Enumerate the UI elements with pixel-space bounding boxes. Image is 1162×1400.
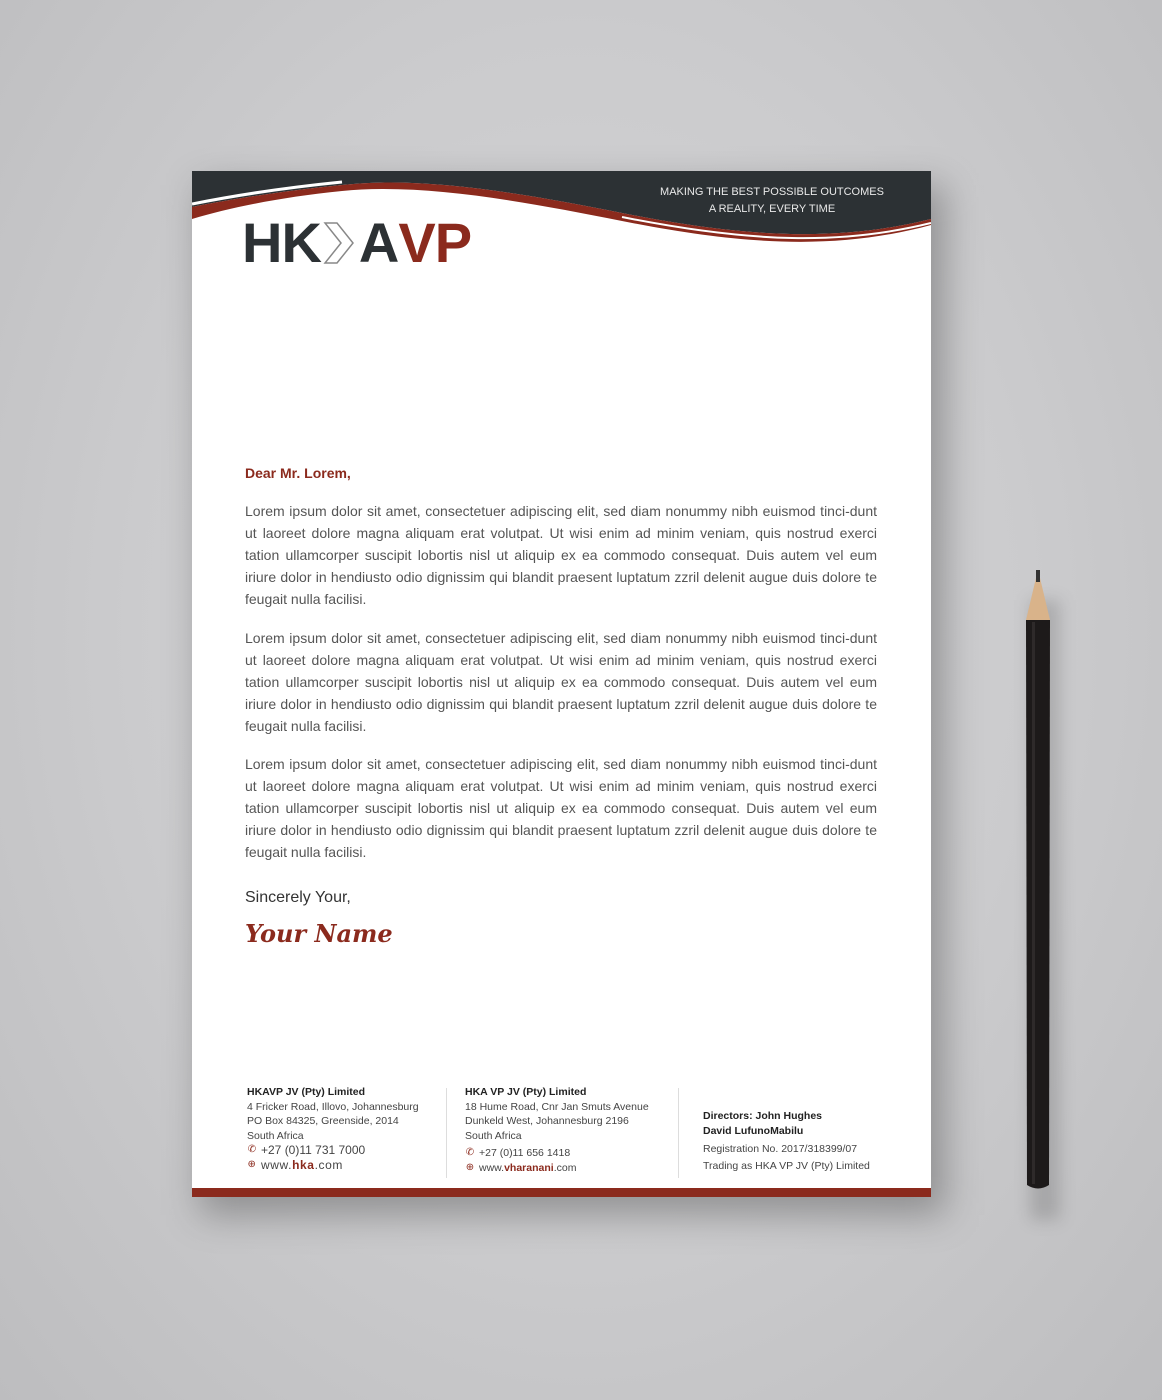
header-tagline	[622, 184, 922, 218]
trading-as: Trading as HKA VP JV (Pty) Limited	[703, 1160, 870, 1173]
company-name: HKA VP JV (Pty) Limited	[465, 1086, 587, 1098]
closing: Sincerely Your,	[245, 889, 351, 906]
body-paragraph-3: Lorem ipsum dolor sit amet, consectetuer adipiscing elit, sed diam nonummy nibh euismod tinci-dunt ut laoreet dolore magna aliquam erat volutpat. Ut wisi enim ad minim veniam, quis nostrud exerci tation ullamcorper suscipit lobortis nisl ut aliquip ex ea commodo consequat. Duis autem vel eum iriure dolor in hendiusto odio dignissim qui blandit praesent luptatum zzril delenit augue duis dolore te feugait nulla facilisi.	[245, 756, 877, 860]
signature: Your Name	[245, 919, 393, 948]
phone-row	[247, 1143, 419, 1158]
country: South Africa	[247, 1129, 304, 1142]
registration-number: Registration No. 2017/318399/07	[703, 1143, 858, 1156]
website-row[interactable]	[465, 1161, 649, 1176]
phone-number: +27 (0)11 731 7000	[261, 1143, 366, 1158]
phone-icon: ✆	[247, 1144, 257, 1156]
phone-number: +27 (0)11 656 1418	[479, 1147, 571, 1160]
web-prefix: www.	[261, 1157, 293, 1172]
country: South Africa	[465, 1129, 522, 1142]
address-line-2: PO Box 84325, Greenside, 2014	[247, 1115, 399, 1128]
logo-hk: HK	[242, 211, 321, 274]
phone-row	[465, 1146, 649, 1161]
pencil-icon	[1018, 570, 1058, 1195]
globe-icon: ⊕	[247, 1158, 257, 1170]
tagline-line-1: MAKING THE BEST POSSIBLE OUTCOMES	[660, 186, 884, 198]
globe-icon: ⊕	[465, 1161, 475, 1173]
web-domain: vharanani	[504, 1161, 554, 1174]
company-name: HKAVP JV (Pty) Limited	[247, 1086, 366, 1098]
footer-divider	[446, 1088, 447, 1178]
logo-a: A	[358, 211, 399, 274]
company-logo	[242, 211, 472, 274]
address-line-1: 4 Fricker Road, Illovo, Johannesburg	[247, 1100, 419, 1113]
directors-line-1: Directors: John Hughes	[703, 1110, 823, 1122]
footer-legal	[703, 1109, 870, 1175]
address-line-2: Dunkeld West, Johannesburg 2196	[465, 1115, 629, 1128]
logo-vp: VP	[398, 211, 472, 274]
footer-office-2	[465, 1085, 649, 1176]
web-prefix: www.	[479, 1161, 505, 1174]
phone-icon: ✆	[465, 1147, 475, 1159]
footer-accent-bar	[192, 1188, 931, 1197]
body-paragraph-1: Lorem ipsum dolor sit amet, consectetuer adipiscing elit, sed diam nonummy nibh euismod tinci-dunt ut laoreet dolore magna aliquam erat volutpat. Ut wisi enim ad minim veniam, quis nostrud exerci tation ullamcorper suscipit lobortis nisl ut aliquip ex ea commodo consequat. Duis autem vel eum iriure dolor in hendiusto odio dignissim qui blandit praesent luptatum zzril delenit augue duis dolore te feugait nulla facilisi.	[245, 503, 877, 607]
address-line-1: 18 Hume Road, Cnr Jan Smuts Avenue	[465, 1100, 649, 1113]
body-paragraph-2: Lorem ipsum dolor sit amet, consectetuer adipiscing elit, sed diam nonummy nibh euismod tinci-dunt ut laoreet dolore magna aliquam erat volutpat. Ut wisi enim ad minim veniam, quis nostrud exerci tation ullamcorper suscipit lobortis nisl ut aliquip ex ea commodo consequat. Duis autem vel eum iriure dolor in hendiusto odio dignissim qui blandit praesent luptatum zzril delenit augue duis dolore te feugait nulla facilisi.	[245, 630, 877, 734]
double-chevron-right-icon	[323, 219, 359, 267]
web-suffix: .com	[314, 1157, 343, 1172]
website-row[interactable]	[247, 1158, 419, 1173]
footer-divider	[678, 1088, 679, 1178]
letterhead-page	[192, 171, 931, 1197]
footer-office-1	[247, 1085, 419, 1173]
web-suffix: .com	[553, 1161, 577, 1174]
web-domain: hka	[292, 1157, 315, 1172]
directors-line-2: David LufunoMabilu	[703, 1124, 804, 1137]
tagline-line-2: A REALITY, EVERY TIME	[708, 203, 836, 215]
salutation: Dear Mr. Lorem,	[245, 465, 351, 481]
